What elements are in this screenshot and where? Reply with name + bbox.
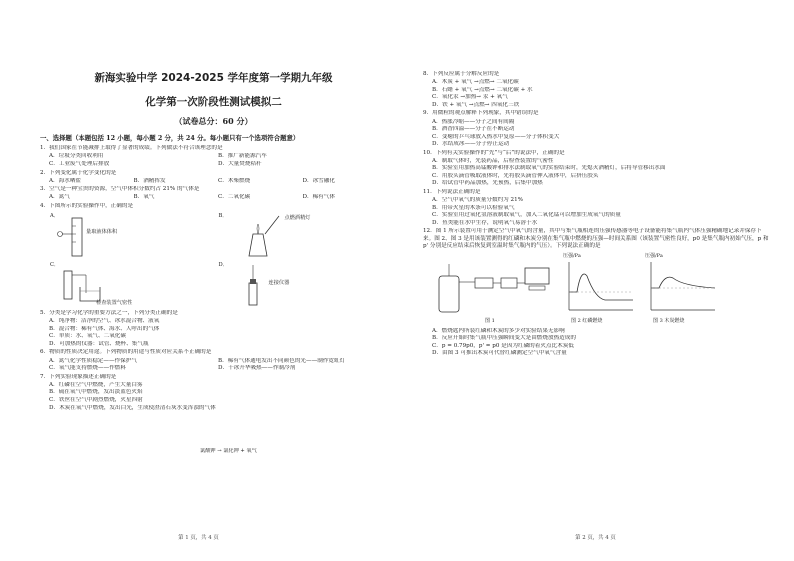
graduated-cylinder-icon [50, 212, 140, 258]
option: A．海水晒盐 [49, 177, 82, 184]
option: C．工业废气处理后排放 [49, 161, 110, 168]
question-12-options [432, 328, 772, 358]
option: D．可加热的仪器：试管、烧杯、集气瓶 [49, 340, 149, 347]
option: C．用胶头滴管吸取液体时，先将胶头滴管伸入液体中，后挤压胶头 [432, 172, 599, 179]
question-10-stem: 10．下列有关实验操作的“先”与“后”的说法中，正确的是 [423, 149, 565, 156]
option: C．氧化汞 →加热→ 汞 + 氧气 [432, 94, 508, 101]
figure-letter: B． [218, 213, 228, 220]
option: B．硫在氧气中燃烧，发出淡蓝色火焰 [49, 389, 143, 396]
total-score: （试卷总分：60 分） [174, 116, 253, 126]
question-7-options [49, 382, 387, 412]
option: A．木炭 + 氧气 →点燃→ 二氧化碳 [432, 79, 519, 86]
figure-d [219, 261, 388, 307]
option: B．反应开始时集气瓶中压强瞬间变大是由燃烧放热造成的 [432, 335, 576, 342]
figure-caption: 检查装置气密性 [96, 300, 133, 307]
figure-2 [561, 254, 637, 324]
question-2-stem: 2．下列变化属于化学变化的是 [40, 169, 117, 176]
question-3-stem: 3．空气是一种宝贵的资源，空气中体积分数约占 21% 的气体是 [40, 186, 200, 193]
option: B．酒香四溢——分子在不断运动 [432, 126, 515, 133]
option: C．单质：水、氧气、二氧化碳 [49, 333, 126, 340]
option: D．干冰升华吸热——作制冷剂 [218, 365, 296, 372]
page-footer-left: 第 1 页，共 4 页 [178, 535, 219, 541]
question-9-stem: 9．用微粒的观点解释下列现象，其中错误的是 [423, 110, 539, 117]
school-title: 新海实验中学 2024-2025 学年度第一学期九年级 [94, 72, 333, 84]
figure-a [50, 212, 219, 258]
question-1-stem: 1．我们国家在节能减排上取得了显著的成绩。下列做法不符合该理念的是 [40, 145, 223, 152]
option: D．稀有气体 [302, 194, 335, 201]
pressure-sensor-apparatus-icon [435, 254, 555, 316]
figure-1 [435, 254, 555, 324]
figure-letter: C． [50, 262, 60, 269]
question-11-options [432, 197, 772, 227]
question-3-options [49, 194, 387, 202]
reaction-note: 氯酸钾 → 氯化钾 + 氧气 [200, 448, 257, 454]
section-heading: 一、选择题（本题包括 12 小题，每小题 2 分，共 24 分。每小题只有一个选项符合题意） [40, 134, 300, 142]
figure-caption: 图 2 红磷燃烧 [571, 317, 603, 324]
question-9-options [432, 119, 772, 149]
option: A．制取气体时，先装药品，后检查装置的气密性 [432, 157, 554, 164]
option: D．木炭在氧气中燃烧，发出白光，生成使澄清石灰水变浑浊的气体 [49, 404, 216, 411]
option: B．石蜡 + 氧气 →点燃→ 二氧化碳 + 水 [432, 86, 533, 93]
option: C．p = 0.79p0，p' = p0 是因为红磷的着火点比木炭低 [432, 342, 574, 349]
question-2-options [49, 178, 387, 186]
question-4-stem: 4．下图所示的实验操作中，正确的是 [40, 202, 134, 209]
option: B．实验室用加热高锰酸钾和排水法制取氧气的实验结束时，先熄灭酒精灯，后将导管移出水面 [432, 165, 666, 172]
question-11-stem: 11．下列说法正确的是 [423, 189, 481, 196]
question-4-figures-bottom [50, 261, 387, 307]
option: D．鱼类能在水中生存，说明氧气易溶于水 [432, 219, 538, 226]
option: C．变瘪的乒乓球放入热水中复原——分子体积变大 [432, 133, 560, 140]
option: C．铁丝在空气中剧烈燃烧，火星四射 [49, 396, 143, 403]
option: D．由图 3 可推出木炭可代替红磷测定空气中氧气含量 [432, 350, 567, 357]
question-4-figures-top [50, 212, 387, 258]
option: B．稀有气体通电发出不同颜色的光——制作霓虹灯 [218, 357, 346, 364]
option: D．铁 + 氧气 →点燃→ 四氧化三铁 [432, 101, 520, 108]
question-12-figures [435, 254, 772, 324]
question-10-options [432, 158, 772, 188]
option: C．二氧化碳 [218, 194, 251, 201]
option: A．空气中氧气的质量分数约为 21% [432, 197, 523, 204]
option: B．氧气 [133, 194, 155, 201]
figure-caption: 点燃酒精灯 [284, 215, 311, 222]
question-5-options [49, 318, 387, 348]
option: D．大量焚烧秸秆 [218, 161, 262, 168]
red-phosphorus-graph [561, 258, 637, 318]
figure-c [50, 261, 219, 307]
figure-caption: 图 3 木炭燃烧 [653, 317, 685, 324]
y-axis-label: 压强/Pa [645, 252, 663, 259]
question-6-options [49, 358, 387, 373]
figure-caption: 量取液体体积 [86, 229, 118, 236]
option: B．推广新能源汽车 [218, 153, 267, 160]
option: C．实验室用过氧化氢溶液制取氧气，加入二氧化锰可以增加生成氧气的质量 [432, 212, 621, 219]
question-1-options [49, 153, 387, 168]
option: B．酒精挥发 [133, 177, 166, 184]
question-7-stem: 7．下列实验现象描述正确的是 [40, 373, 117, 380]
figure-b [219, 212, 388, 258]
figure-caption: 图 1 [485, 317, 495, 324]
connecting-apparatus-icon [219, 261, 309, 307]
option: D．给试管中药品加热，先预热，后集中加热 [432, 180, 543, 187]
figure-3 [643, 254, 719, 324]
right-page [397, 0, 794, 561]
option: B．混合物：稀有气体、海水、人呼出的气体 [49, 325, 160, 332]
figure-letter: D． [218, 262, 228, 269]
question-6-stem: 6．物质的性质决定用途。下列物质的用途与性质对应关系不正确的是 [40, 349, 212, 356]
option: D．水结成冰——分子停止运动 [432, 141, 510, 148]
option: B．用带火星的木条可以检验氧气 [432, 204, 515, 211]
option: A．垃圾分类回收利用 [49, 153, 104, 160]
option: A．燃烧匙内所装红磷和木炭的多少对实验结果无影响 [432, 327, 565, 334]
question-8-options [432, 79, 772, 109]
page-footer-right: 第 2 页，共 4 页 [575, 535, 616, 541]
question-8-stem: 8．下列反应属于分解反应的是 [423, 71, 500, 77]
option: A．热胀冷缩——分子之间有间隔 [432, 118, 515, 125]
figure-caption: 连接仪器 [268, 280, 290, 287]
question-12-stem: 12．图 1 所示装置可用于测定空气中氧气的含量，其中与集气瓶相连的压强传感器等电子设备能将集气瓶内气体压强精确地记录并保存下来。图 2、图 3 是用该装置测得的红磷和木炭分别在集气瓶中燃烧的压强—时间关系图（该装置气密性良好，p0 是集气瓶内初始气压，p 和 p' 分别是反应结束后恢复到室温时集气瓶内的气压）。下列说法正确的是 [423, 228, 769, 249]
exam-title: 化学第一次阶段性测试模拟二 [145, 96, 282, 108]
option: A．红磷在空气中燃烧，产生大量白雾 [49, 381, 143, 388]
option: A．氮气化学性质稳定——作保护气 [49, 357, 137, 364]
figure-letter: A． [50, 213, 59, 220]
option: C．氧气能支持燃烧——作燃料 [49, 365, 126, 372]
option: A．氮气 [49, 194, 70, 201]
option: D．冰雪融化 [302, 177, 335, 184]
option: A．纯净物：洁净的空气、冰水混合物、液氧 [49, 318, 160, 325]
y-axis-label: 压强/Pa [563, 252, 581, 259]
question-5-stem: 5．分类是学习化学的重要方法之一，下列分类正确的是 [40, 310, 178, 317]
option: C．木柴燃烧 [218, 177, 251, 184]
charcoal-graph [643, 258, 719, 318]
